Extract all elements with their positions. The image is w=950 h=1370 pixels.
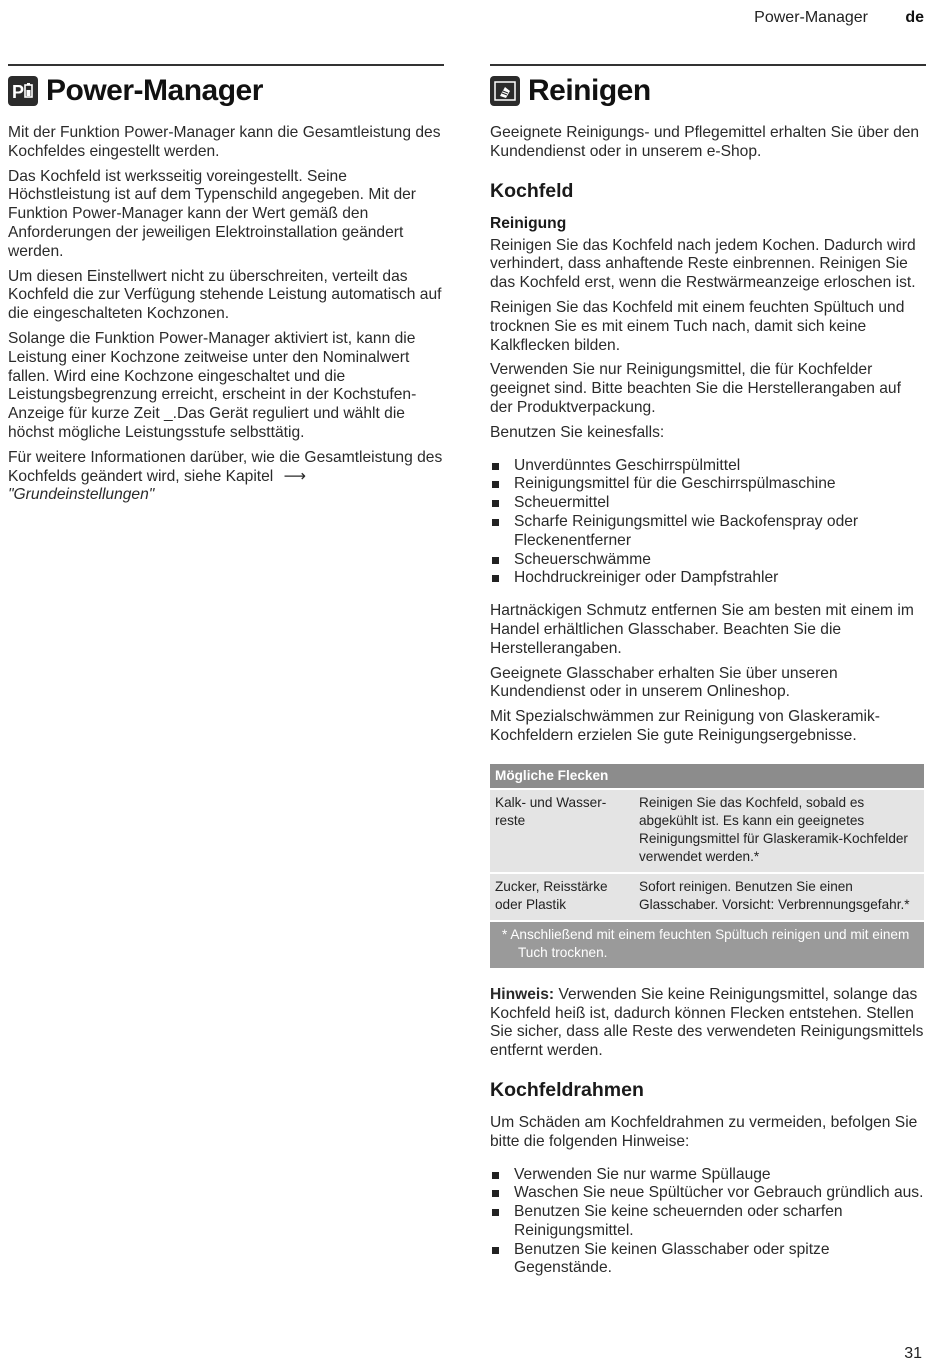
paragraph: Geeignete Glasschaber erhalten Sie über unseren Kundendienst oder in unserem Onlineshop. bbox=[490, 664, 838, 701]
note-label: Hinweis: bbox=[490, 985, 555, 1003]
arrow-right-icon: ⟶ bbox=[283, 467, 306, 485]
subsection-heading-kochfeldrahmen: Kochfeldrahmen bbox=[490, 1078, 644, 1101]
language-code: de bbox=[905, 9, 924, 26]
subsection-heading-kochfeld: Kochfeld bbox=[490, 179, 574, 202]
svg-text:P: P bbox=[12, 82, 25, 102]
paragraph: Reinigen Sie das Kochfeld nach jedem Kochen. Dadurch wird verhindert, dass anhaftende Reste einbrennen. Reinigen Sie das Kochfeld erst, wenn die Restwärmeanzeige erloschen ist. bbox=[490, 236, 916, 292]
reference-lead-text: Für weitere Informationen darüber, wie die Gesamtleistung des Kochfelds geändert wird, siehe Kapitel bbox=[8, 448, 443, 485]
paragraph: Das Kochfeld ist werksseitig voreingestellt. Seine Höchstleistung ist auf dem Typenschild angegeben. Mit der Funktion Power-Manager kann der Wert gemäß den Anforderungen der jeweiligen Elektroinstallation geändert werden. bbox=[8, 167, 416, 260]
section-header bbox=[490, 64, 926, 112]
chapter-reference-link[interactable]: "Grundeinstellungen" bbox=[8, 486, 155, 504]
paragraph: Mit der Funktion Power-Manager kann die Gesamtleistung des Kochfeldes eingestellt werden. bbox=[8, 124, 441, 160]
list-item: Benutzen Sie keinen Glasschaber oder spitze Gegenstände. bbox=[490, 1241, 926, 1279]
table-row bbox=[490, 873, 924, 921]
paragraph: Hartnäckigen Schmutz entfernen Sie am besten mit einem im Handel erhältlichen Glasschaber. Beachten Sie die Herstellerangaben. bbox=[490, 602, 914, 657]
stain-action-cell: Reinigen Sie das Kochfeld, sobald es abgekühlt ist. Es kann ein geeignetes Reinigungsmittel für Glaskeramik-Kochfelder verwendet werden.* bbox=[634, 789, 924, 873]
list-item: Scheuerschwämme bbox=[490, 551, 926, 570]
paragraph-with-reference bbox=[8, 449, 444, 505]
list-item: Scharfe Reinigungsmittel wie Backofenspray oder Fleckenentferner bbox=[490, 513, 926, 551]
paragraph: Um Schäden am Kochfeldrahmen zu vermeiden, befolgen Sie bitte die folgenden Hinweise: bbox=[490, 1113, 918, 1150]
cleaning-icon bbox=[490, 76, 520, 106]
table-row bbox=[490, 789, 924, 873]
frame-care-list bbox=[490, 1166, 926, 1279]
paragraph: Geeignete Reinigungs- und Pflegemittel erhalten Sie über den Kundendienst oder in unserem e-Shop. bbox=[490, 124, 920, 160]
power-manager-section bbox=[8, 64, 444, 511]
list-item: Verwenden Sie nur warme Spüllauge bbox=[490, 1166, 926, 1185]
paragraph: Mit Spezialschwämmen zur Reinigung von Glaskeramik-Kochfeldern erzielen Sie gute Reinigungsergebnisse. bbox=[490, 708, 880, 744]
paragraph: Um diesen Einstellwert nicht zu überschreiten, verteilt das Kochfeld die zur Verfügung stehende Leistung automatisch auf die eingeschalteten Kochzonen. bbox=[8, 267, 442, 323]
cleaning-section bbox=[490, 64, 926, 1292]
section-title: Power-Manager bbox=[46, 74, 263, 107]
paragraph: Solange die Funktion Power-Manager aktiviert ist, kann die Leistung einer Kochzone zeitweise unter den Nominalwert fallen. Wird eine Kochzone eingeschaltet und die Leistungsbegrenzung erreicht, erscheint in der Kochstufen-Anzeige für kurze Zeit _.Das Gerät reguliert und wählt die höchst mögliche Leistungsstufe selbsttätig. bbox=[8, 329, 417, 441]
paragraph: Verwenden Sie nur Reinigungsmittel, die für Kochfelder geeignet sind. Bitte beachten Sie die Herstellerangaben auf der Produktverpackung. bbox=[490, 361, 901, 416]
list-item: Scheuermittel bbox=[490, 494, 926, 513]
table-header: Mögliche Flecken bbox=[490, 764, 924, 789]
list-item: Hochdruckreiniger oder Dampfstrahler bbox=[490, 569, 926, 588]
paragraph: Benutzen Sie keinesfalls: bbox=[490, 423, 665, 441]
forbidden-cleaners-list bbox=[490, 457, 926, 589]
table-footnote bbox=[490, 921, 924, 968]
section-header bbox=[8, 64, 444, 112]
power-manager-icon bbox=[8, 76, 38, 106]
subsection-heading-reinigung: Reinigung bbox=[490, 214, 567, 232]
stain-type-cell: Kalk- und Wasser-reste bbox=[490, 789, 634, 873]
list-item: Reinigungsmittel für die Geschirrspülmaschine bbox=[490, 475, 926, 494]
paragraph: Reinigen Sie das Kochfeld mit einem feuchten Spültuch und trocknen Sie es mit einem Tuch nach, damit sich keine Kalkflecken bilden. bbox=[490, 298, 905, 354]
page-number: 31 bbox=[904, 1345, 922, 1362]
stain-type-cell: Zucker, Reisstärke oder Plastik bbox=[490, 873, 634, 921]
running-header-title: Power-Manager bbox=[754, 9, 868, 26]
list-item: Unverdünntes Geschirrspülmittel bbox=[490, 457, 926, 476]
stain-action-cell: Sofort reinigen. Benutzen Sie einen Glasschaber. Vorsicht: Verbrennungsgefahr.* bbox=[634, 873, 924, 921]
list-item: Benutzen Sie keine scheuernden oder scharfen Reinigungsmittel. bbox=[490, 1203, 926, 1241]
stains-table bbox=[490, 764, 924, 968]
footnote-text: * Anschließend mit einem feuchten Spültuch reinigen und mit einem Tuch trocknen. bbox=[502, 926, 910, 960]
list-item: Waschen Sie neue Spültücher vor Gebrauch gründlich aus. bbox=[490, 1184, 926, 1203]
section-title: Reinigen bbox=[528, 74, 651, 107]
note-text: Verwenden Sie keine Reinigungsmittel, solange das Kochfeld heiß ist, dadurch können Flecken entstehen. Stellen Sie sicher, dass alle Reste des verwendeten Reinigungsmittels entfernt werden. bbox=[490, 985, 924, 1060]
hinweis-note bbox=[490, 986, 926, 1061]
